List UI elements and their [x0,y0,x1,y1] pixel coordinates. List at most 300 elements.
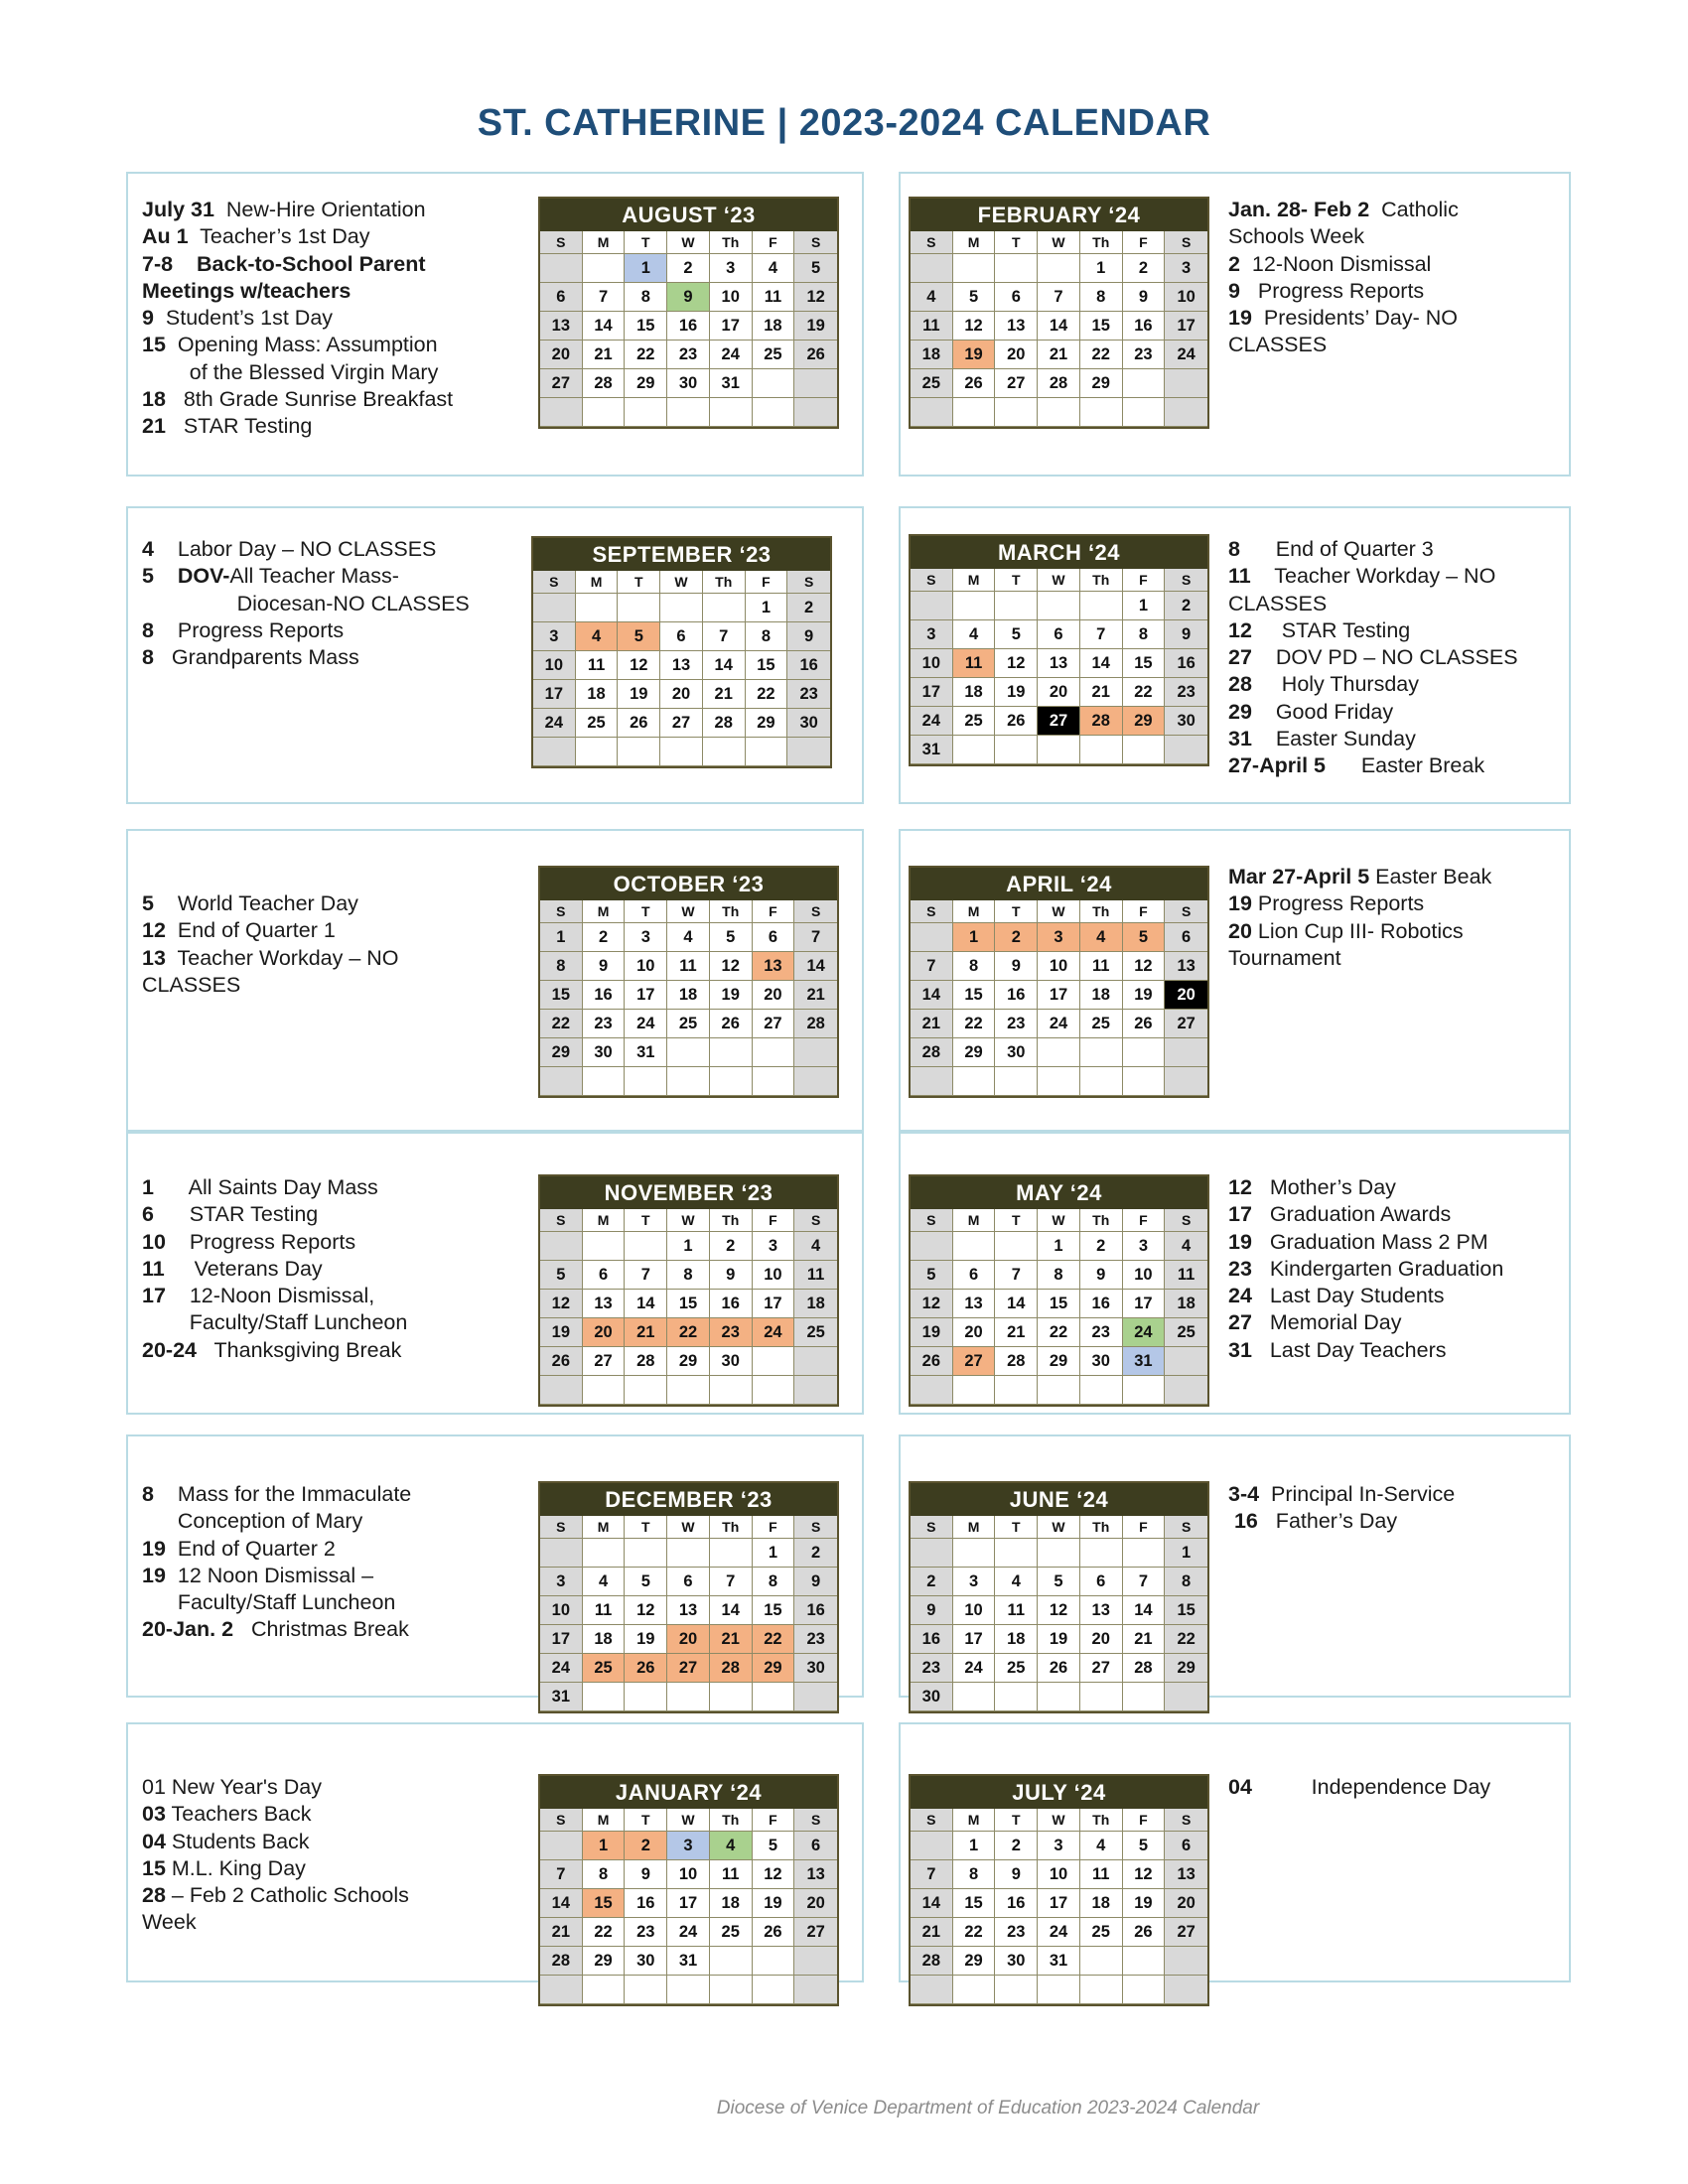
day-cell: 15 [953,1889,996,1918]
day-cell: 24 [540,1654,583,1683]
weekday-header: F [753,1516,795,1539]
weekday-header: Th [1080,900,1123,923]
day-cell: 19 [794,312,837,341]
day-cell: 9 [1123,283,1166,312]
day-cell: 6 [794,1832,837,1860]
day-cell: 15 [583,1889,626,1918]
empty-day-cell [995,592,1038,620]
note-date: 20 [1228,918,1252,943]
empty-day-cell [911,1067,953,1096]
empty-day-cell [1165,1947,1207,1976]
empty-day-cell [753,1067,795,1096]
note-line [142,1229,407,1256]
day-cell: 26 [1038,1654,1080,1683]
weekday-header: M [583,1209,626,1232]
day-cell: 13 [540,312,583,341]
day-cell: 5 [794,254,837,283]
day-cell: 7 [1038,283,1080,312]
day-cell: 4 [753,254,795,283]
note-line [1228,1337,1503,1364]
day-cell: 12 [1123,952,1166,981]
note-date: 5 [142,891,154,915]
weekday-header: W [1038,569,1080,592]
note-line [142,413,453,440]
note-date: 27 [1228,645,1252,670]
day-cell: 7 [540,1860,583,1889]
weekday-header: M [953,1209,996,1232]
day-cell: 6 [667,1568,710,1596]
note-line [142,1337,407,1364]
day-cell: 22 [1123,678,1166,707]
weekday-header: F [746,571,788,594]
day-cell: 8 [1038,1261,1080,1290]
note-text: Thanksgiving Break [197,1337,402,1362]
day-cell: 3 [1165,254,1207,283]
note-date: Meetings w/teachers [142,278,352,303]
day-cell: 30 [794,1654,837,1683]
day-cell: 26 [1123,1918,1166,1947]
note-line [1228,536,1518,563]
empty-day-cell [667,1539,710,1568]
empty-day-cell [583,1232,626,1261]
day-cell: 15 [1165,1596,1207,1625]
weekday-header: W [667,1809,710,1832]
day-cell: 28 [703,709,746,738]
day-cell: 22 [540,1010,583,1038]
note-line [142,1283,407,1309]
day-cell: 24 [1038,1010,1080,1038]
day-cell: 28 [911,1947,953,1976]
weekday-header: S [794,231,837,254]
day-cell: 15 [667,1290,710,1318]
day-cell: 20 [753,981,795,1010]
empty-day-cell [794,1976,837,2004]
day-cell: 8 [953,952,996,981]
weekday-header: S [911,1809,953,1832]
weekday-header: Th [1080,1209,1123,1232]
day-cell: 28 [911,1038,953,1067]
day-cell: 26 [911,1347,953,1376]
day-cell: 16 [1080,1290,1123,1318]
month-name: JUNE ‘24 [911,1483,1207,1516]
day-cell: 19 [1038,1625,1080,1654]
empty-day-cell [995,1376,1038,1405]
note-line [142,563,470,590]
empty-day-cell [953,1683,996,1711]
weekday-header: T [995,569,1038,592]
day-cell: 10 [540,1596,583,1625]
day-cell: 10 [1165,283,1207,312]
day-cell: 5 [753,1832,795,1860]
month-notes [142,1774,409,1937]
day-cell: 15 [1080,312,1123,341]
day-cell: 25 [576,709,619,738]
day-cell: 22 [583,1918,626,1947]
day-cell: 8 [1080,283,1123,312]
day-cell: 2 [583,923,626,952]
month-calendar [531,536,832,768]
day-cell: 4 [576,622,619,651]
note-text: Teacher Workday – NO [165,945,399,970]
weekday-header: F [1123,1809,1166,1832]
note-date: 8 [142,645,154,670]
weekday-header: T [995,1516,1038,1539]
day-cell: 6 [1165,1832,1207,1860]
day-cell: 27 [583,1347,626,1376]
note-text: Father’s Day [1257,1509,1398,1534]
day-cell: 14 [625,1290,667,1318]
day-cell: 24 [667,1918,710,1947]
day-cell: 21 [911,1010,953,1038]
empty-day-cell [746,738,788,766]
day-cell: 23 [794,1625,837,1654]
day-cell: 1 [1080,254,1123,283]
day-cell: 22 [625,341,667,369]
empty-day-cell [625,1683,667,1711]
day-cell: 20 [660,680,703,709]
day-cell: 24 [1165,341,1207,369]
day-cell: 29 [583,1947,626,1976]
month-name: JULY ‘24 [911,1776,1207,1809]
empty-day-cell [1080,736,1123,764]
day-cell: 22 [746,680,788,709]
day-cell: 19 [1123,981,1166,1010]
empty-day-cell [583,1376,626,1405]
note-text: Mother’s Day [1251,1175,1396,1199]
day-cell: 14 [540,1889,583,1918]
empty-day-cell [794,369,837,398]
weekday-header: W [667,231,710,254]
note-line [142,617,470,644]
note-text: Week [142,1910,197,1935]
weekday-header: T [995,231,1038,254]
day-cell: 23 [787,680,830,709]
day-cell: 23 [667,341,710,369]
weekday-header: S [1165,1209,1207,1232]
month-notes [142,536,470,671]
day-cell: 16 [787,651,830,680]
note-text: DOV PD – NO CLASSES [1251,645,1518,670]
day-cell: 26 [794,341,837,369]
day-cell: 12 [710,952,753,981]
day-cell: 4 [995,1568,1038,1596]
weekday-header: S [1165,569,1207,592]
day-cell: 11 [953,649,996,678]
day-cell: 2 [625,1832,667,1860]
day-cell: 29 [1123,707,1166,736]
day-cell: 26 [995,707,1038,736]
day-cell: 3 [753,1232,795,1261]
day-cell: 25 [1080,1918,1123,1947]
empty-day-cell [995,398,1038,427]
day-cell: 6 [583,1261,626,1290]
empty-day-cell [1123,1376,1166,1405]
note-line [1228,223,1459,250]
day-cell: 11 [667,952,710,981]
day-cell: 3 [710,254,753,283]
day-cell: 22 [667,1318,710,1347]
empty-day-cell [1038,1376,1080,1405]
weekday-header: S [540,231,583,254]
day-cell: 17 [625,981,667,1010]
note-date: 15 [142,1855,166,1880]
weekday-header: Th [710,1209,753,1232]
month-name: NOVEMBER ‘23 [540,1176,837,1209]
weekday-header: T [995,1209,1038,1232]
day-cell: 15 [1038,1290,1080,1318]
weekday-header: S [794,900,837,923]
day-cell: 23 [583,1010,626,1038]
note-line [142,1774,409,1801]
weekday-header: T [625,1209,667,1232]
day-cell: 20 [1038,678,1080,707]
day-cell: 27 [995,369,1038,398]
day-cell: 27 [660,709,703,738]
day-cell: 10 [710,283,753,312]
weekday-header: M [576,571,619,594]
note-line [142,972,399,999]
day-cell: 18 [583,1625,626,1654]
weekday-header: S [540,1209,583,1232]
note-date: 9 [1228,278,1240,303]
day-cell: 3 [540,1568,583,1596]
weekday-header: F [753,231,795,254]
day-cell: 5 [1123,923,1166,952]
day-cell: 15 [953,981,996,1010]
empty-day-cell [794,1683,837,1711]
empty-day-cell [911,1539,953,1568]
empty-day-cell [1038,736,1080,764]
empty-day-cell [583,1976,626,2004]
day-cell: 18 [667,981,710,1010]
empty-day-cell [540,254,583,283]
note-date: 15 [142,333,166,357]
empty-day-cell [710,1376,753,1405]
note-line [142,223,453,250]
month-calendar [538,1481,839,1713]
empty-day-cell [618,594,660,622]
day-cell: 21 [540,1918,583,1947]
day-cell: 22 [1080,341,1123,369]
empty-day-cell [710,1038,753,1067]
day-cell: 21 [1123,1625,1166,1654]
day-cell: 2 [1080,1232,1123,1261]
day-cell: 7 [583,283,626,312]
day-cell: 1 [953,1832,996,1860]
weekday-header: M [953,900,996,923]
day-cell: 23 [710,1318,753,1347]
day-cell: 27 [1038,707,1080,736]
day-cell: 9 [911,1596,953,1625]
note-line [1228,864,1491,890]
day-cell: 27 [753,1010,795,1038]
day-cell: 5 [540,1261,583,1290]
day-cell: 9 [583,952,626,981]
empty-day-cell [911,1376,953,1405]
empty-day-cell [540,1832,583,1860]
day-cell: 7 [794,923,837,952]
empty-day-cell [953,1539,996,1568]
day-cell: 9 [787,622,830,651]
empty-day-cell [794,1947,837,1976]
weekday-header: M [583,231,626,254]
note-text: Graduation Awards [1251,1202,1452,1227]
day-cell: 4 [1080,923,1123,952]
empty-day-cell [533,738,576,766]
weekday-header: Th [703,571,746,594]
weekday-header: W [667,900,710,923]
empty-day-cell [1165,1976,1207,2004]
note-date: 20-Jan. 2 [142,1617,234,1642]
month-name: JANUARY ‘24 [540,1776,837,1809]
day-cell: 22 [953,1010,996,1038]
note-date: 19 [142,1563,166,1587]
day-cell: 21 [995,1318,1038,1347]
day-cell: 30 [1165,707,1207,736]
weekday-header: Th [710,900,753,923]
day-cell: 24 [533,709,576,738]
day-cell: 25 [1080,1010,1123,1038]
day-cell: 18 [911,341,953,369]
empty-day-cell [1080,1683,1123,1711]
empty-day-cell [753,1376,795,1405]
note-date: 03 [142,1802,166,1827]
note-line [142,1563,411,1589]
day-cell: 30 [911,1683,953,1711]
note-date: 04 [1228,1775,1252,1799]
empty-day-cell [625,398,667,427]
month-calendar [538,866,839,1098]
weekday-header: Th [1080,1516,1123,1539]
note-line [142,945,399,972]
note-line [1228,1283,1503,1309]
note-line [1228,1229,1503,1256]
note-text: Students Back [165,1829,310,1853]
day-cell: 18 [710,1889,753,1918]
month-notes [1228,1481,1455,1536]
day-cell: 20 [540,341,583,369]
empty-day-cell [667,1038,710,1067]
day-cell: 19 [995,678,1038,707]
day-cell: 30 [710,1347,753,1376]
note-line [1228,945,1491,972]
day-cell: 18 [1080,1889,1123,1918]
weekday-header: F [1123,231,1166,254]
day-cell: 11 [583,1596,626,1625]
month-name: MARCH ‘24 [911,536,1207,569]
empty-day-cell [953,736,996,764]
empty-day-cell [794,1038,837,1067]
empty-day-cell [576,594,619,622]
note-date: 20-24 [142,1337,197,1362]
day-cell: 13 [995,312,1038,341]
day-cell: 3 [667,1832,710,1860]
day-cell: 22 [1165,1625,1207,1654]
note-line [1228,1256,1503,1283]
day-cell: 10 [667,1860,710,1889]
day-cell: 6 [953,1261,996,1290]
note-text: CLASSES [1228,591,1328,615]
day-cell: 28 [995,1347,1038,1376]
month-notes [1228,536,1518,780]
empty-day-cell [625,1232,667,1261]
day-cell: 16 [995,1889,1038,1918]
note-text: End of Quarter 3 [1239,537,1434,561]
day-cell: 25 [911,369,953,398]
day-cell: 17 [911,678,953,707]
note-text: Diocesan-NO CLASSES [142,591,470,615]
day-cell: 17 [1123,1290,1166,1318]
day-cell: 13 [794,1860,837,1889]
note-date: 8 [142,1482,154,1506]
note-text: Tournament [1228,945,1341,970]
note-line [142,197,453,223]
weekday-header: M [953,231,996,254]
day-cell: 8 [540,952,583,981]
day-cell: 30 [995,1947,1038,1976]
weekday-header: S [1165,231,1207,254]
empty-day-cell [1123,1038,1166,1067]
empty-day-cell [660,594,703,622]
day-cell: 25 [583,1654,626,1683]
note-text: End of Quarter 2 [165,1536,336,1561]
day-cell: 3 [1038,923,1080,952]
day-cell: 25 [794,1318,837,1347]
day-cell: 6 [1165,923,1207,952]
day-cell: 10 [953,1596,996,1625]
weekday-header: Th [710,231,753,254]
day-cell: 14 [911,1889,953,1918]
note-line [1228,918,1491,945]
empty-day-cell [911,1832,953,1860]
empty-day-cell [1165,736,1207,764]
weekday-header: S [911,900,953,923]
day-cell: 15 [540,981,583,1010]
day-cell: 12 [618,651,660,680]
month-calendar [909,534,1209,766]
empty-day-cell [540,398,583,427]
day-cell: 16 [667,312,710,341]
month-name: OCTOBER ‘23 [540,868,837,900]
note-line [142,890,399,917]
empty-day-cell [576,738,619,766]
empty-day-cell [703,594,746,622]
day-cell: 21 [703,680,746,709]
note-text: Progress Reports [1251,891,1425,916]
note-line [142,359,453,386]
note-date: Jan. 28- Feb 2 [1228,198,1370,221]
note-line [142,1909,409,1936]
weekday-header: S [794,1516,837,1539]
day-cell: 28 [794,1010,837,1038]
empty-day-cell [583,1539,626,1568]
day-cell: 7 [710,1568,753,1596]
day-cell: 2 [667,254,710,283]
empty-day-cell [660,738,703,766]
day-cell: 28 [583,369,626,398]
empty-day-cell [1165,1683,1207,1711]
empty-day-cell [667,1067,710,1096]
day-cell: 12 [794,283,837,312]
day-cell: 29 [953,1038,996,1067]
weekday-header: W [1038,1809,1080,1832]
day-cell: 1 [953,923,996,952]
day-cell: 15 [746,651,788,680]
note-text: Labor Day – NO CLASSES [153,537,437,561]
weekday-header: M [583,1809,626,1832]
month-calendar [909,1174,1209,1407]
weekday-header: S [540,1809,583,1832]
